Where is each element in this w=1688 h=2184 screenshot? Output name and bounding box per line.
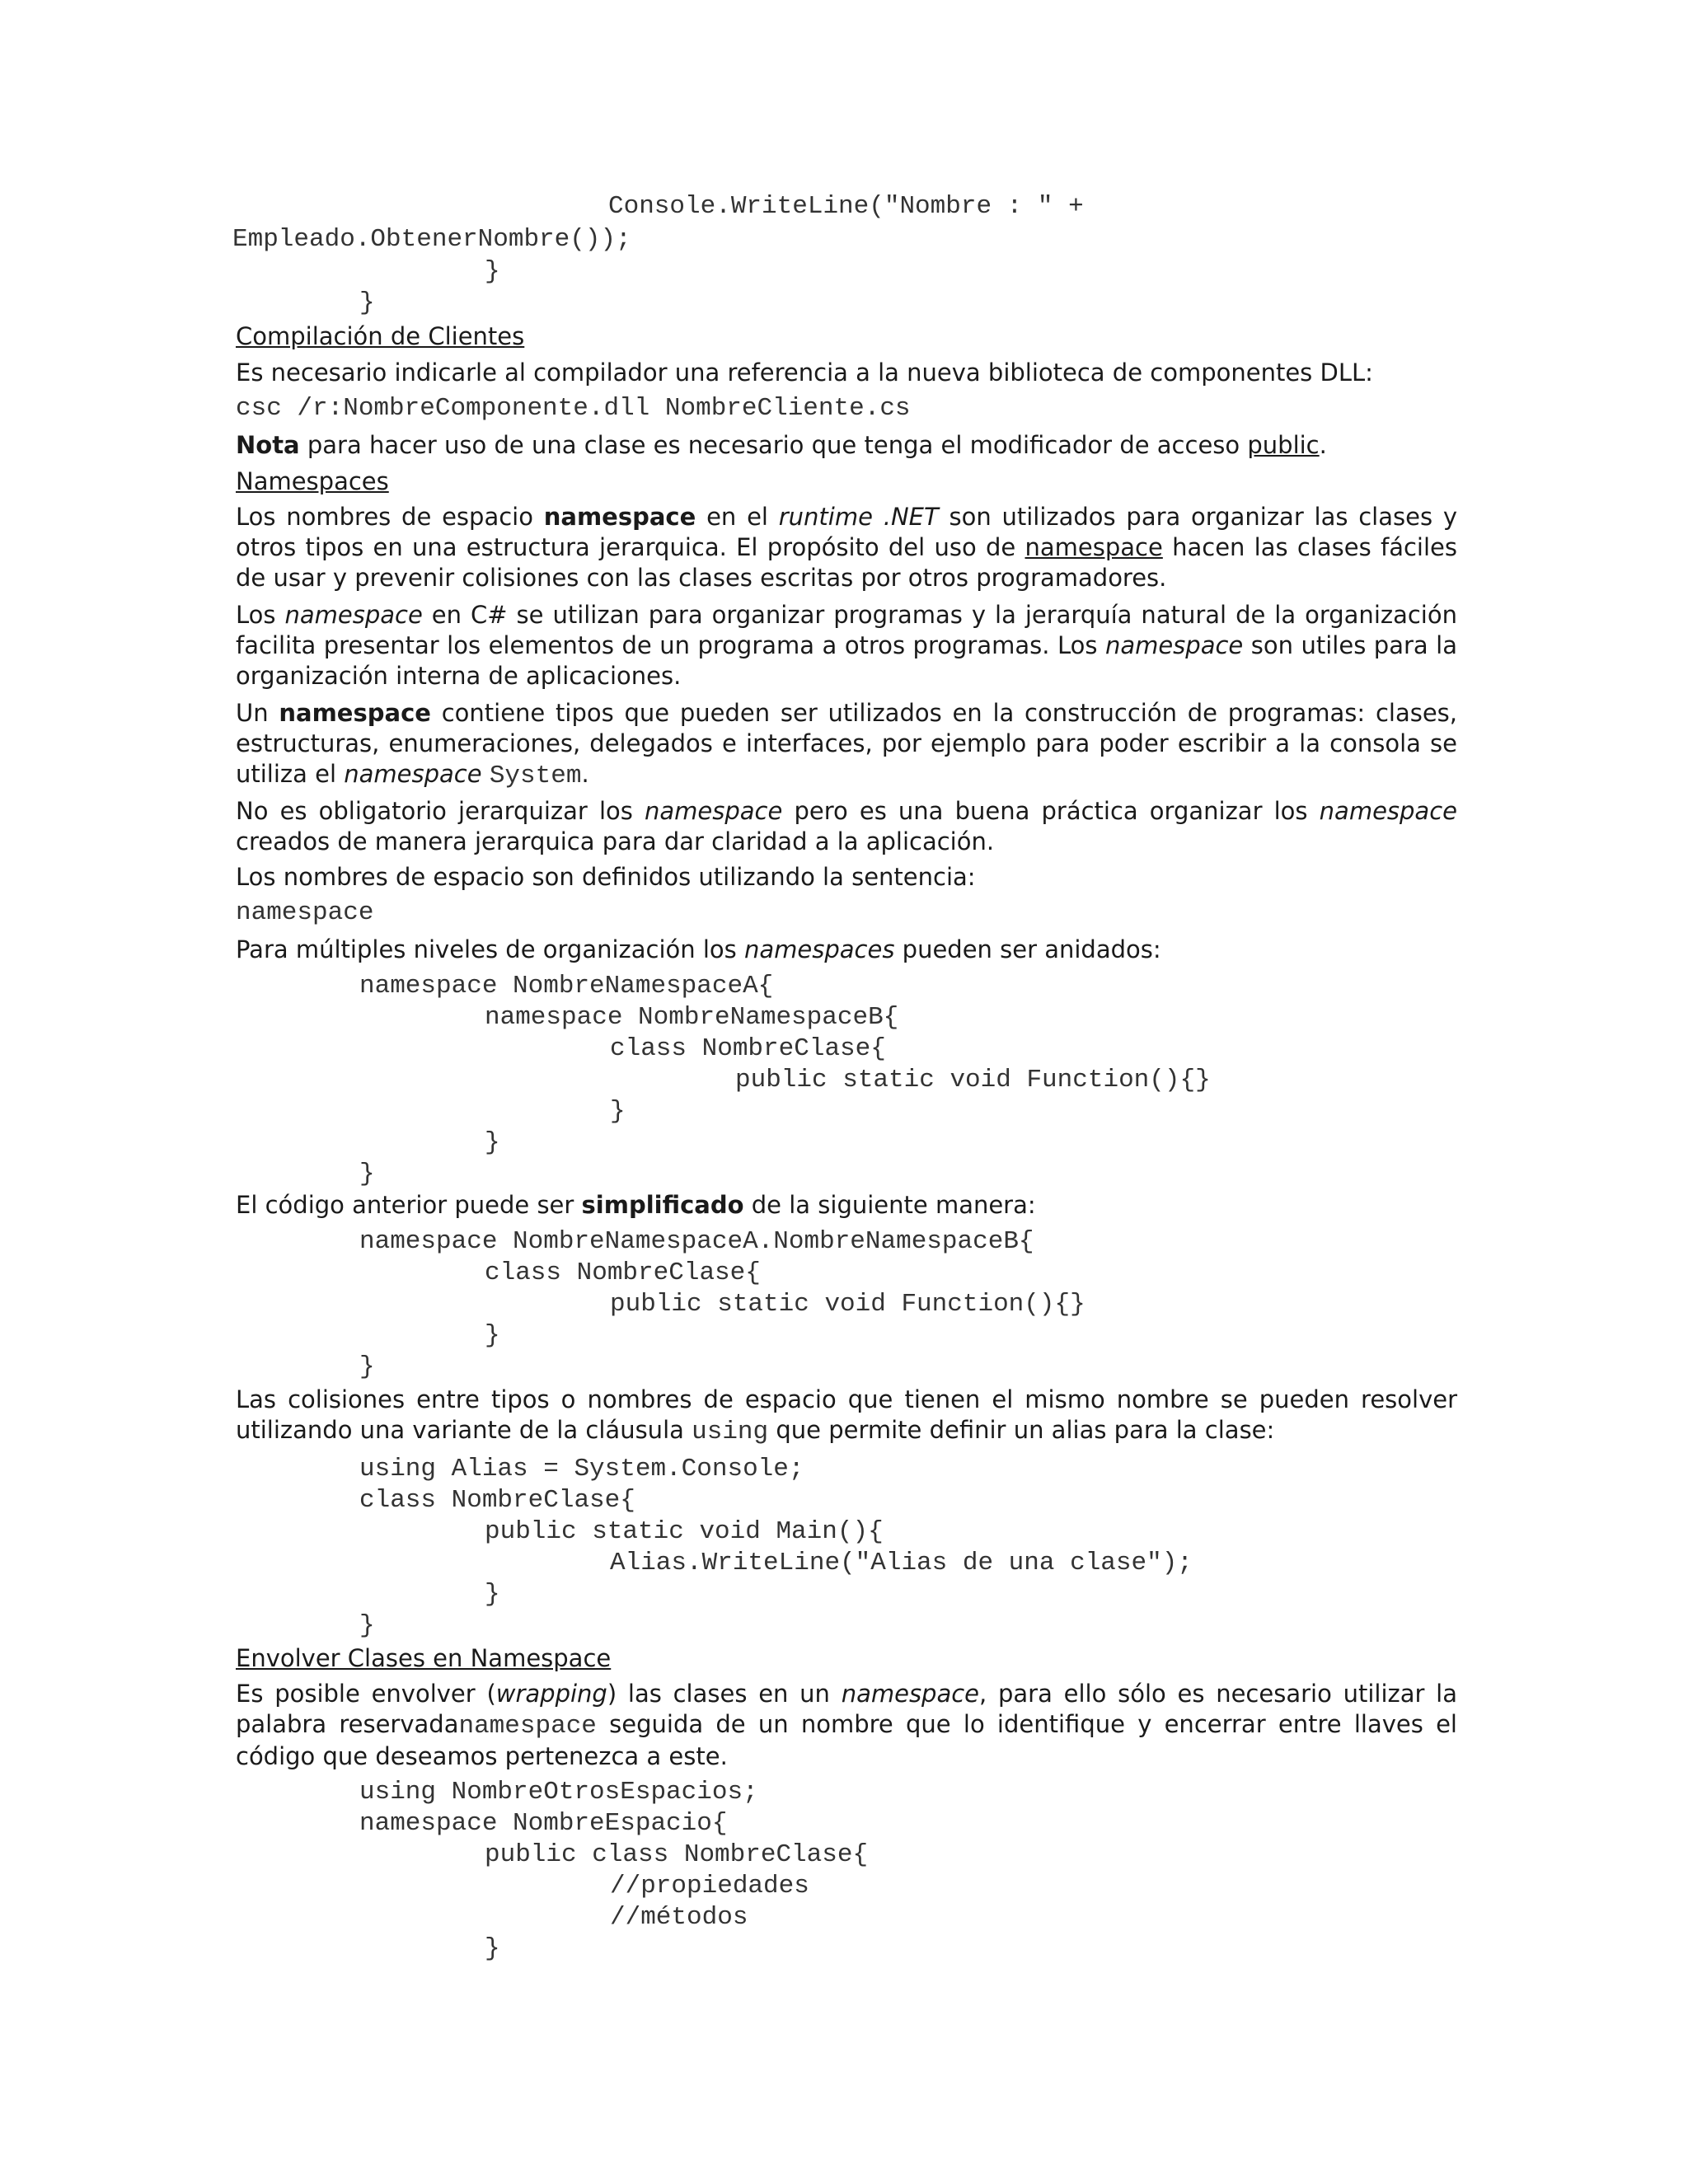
code-line: } [485, 1580, 500, 1609]
keyword-line: namespace [236, 898, 374, 927]
paragraph: Los nombres de espacio son definidos utilizando la sentencia: [236, 863, 976, 891]
code-line: } [359, 1352, 375, 1381]
code-line: namespace NombreNamespaceA{ [359, 972, 774, 1001]
section-heading: Envolver Clases en Namespace [236, 1644, 612, 1672]
code-line: //métodos [610, 1903, 748, 1932]
code-line: Console.WriteLine("Nombre : " + [608, 192, 1084, 221]
paragraph: Un namespace contiene tipos que pueden ser utilizados en la construcción de programas: clases, estructuras, enumeraciones, delegados e interfaces, por ejemplo para poder escribir a la consola se utiliza el namespace System. [236, 699, 1457, 790]
code-line: Empleado.ObtenerNombre()); [232, 225, 631, 254]
note-label: Nota [236, 431, 300, 459]
code-line: } [359, 1160, 375, 1188]
paragraph: Las colisiones entre tipos o nombres de espacio que tienen el mismo nombre se pueden resolver utilizando una variante de la cláusula using que permite definir un alias para la clase: [236, 1385, 1457, 1446]
code-line: namespace NombreNamespaceB{ [485, 1003, 899, 1032]
code-line: namespace NombreNamespaceA.NombreNamespaceB{ [359, 1227, 1034, 1256]
paragraph: No es obligatorio jerarquizar los namespace pero es una buena práctica organizar los namespace creados de manera jerarquica para dar claridad a la aplicación. [236, 797, 1457, 855]
code-line: using NombreOtrosEspacios; [359, 1778, 758, 1807]
code-line: class NombreClase{ [359, 1486, 635, 1515]
code-line: using Alias = System.Console; [359, 1455, 804, 1483]
code-line: public static void Main(){ [485, 1517, 884, 1546]
code-line: } [485, 1934, 500, 1963]
paragraph: Los namespace en C# se utilizan para organizar programas y la jerarquía natural de la organización facilita presentar los elementos de un programa a otros programas. Los namespace son utiles para la organización interna de aplicaciones. [236, 601, 1457, 690]
code-line: } [359, 1611, 375, 1640]
code-line: public static void Function(){} [735, 1066, 1211, 1094]
code-line: class NombreClase{ [610, 1034, 886, 1063]
paragraph: Para múltiples niveles de organización los namespaces pueden ser anidados: [236, 935, 1161, 963]
code-line: } [610, 1097, 626, 1126]
public-keyword: public [1247, 431, 1320, 459]
code-line: public class NombreClase{ [485, 1840, 869, 1869]
code-line: //propiedades [610, 1872, 809, 1900]
paragraph: Es posible envolver (wrapping) las clases en un namespace, para ello sólo es necesario utilizar la palabra reservadanamespace seguida de un nombre que lo identifique y encerrar entre llaves el código que deseamos pertenezca a este. [236, 1680, 1458, 1770]
code-line: } [485, 1321, 500, 1350]
paragraph: Los nombres de espacio namespace en el runtime .NET son utilizados para organizar las clases y otros tipos en una estructura jerarquica. El propósito del uso de namespace hacen las clases fáciles de usar y prevenir colisiones con las clases escritas por otros programadores. [236, 503, 1458, 592]
paragraph: Es necesario indicarle al compilador una referencia a la nueva biblioteca de componentes DLL: [236, 359, 1373, 387]
code-line: } [359, 288, 375, 317]
section-heading: Namespaces [236, 467, 389, 495]
note-paragraph: Nota para hacer uso de una clase es necesario que tenga el modificador de acceso public. [236, 431, 1327, 459]
paragraph: El código anterior puede ser simplificado de la siguiente manera: [236, 1191, 1036, 1219]
code-line: Alias.WriteLine("Alias de una clase"); [610, 1549, 1193, 1577]
code-line: } [485, 257, 500, 286]
code-line: namespace NombreEspacio{ [359, 1809, 728, 1838]
command-line: csc /r:NombreComponente.dll NombreCliente.cs [236, 394, 911, 423]
section-heading: Compilación de Clientes [236, 322, 525, 350]
code-line: } [485, 1128, 500, 1157]
code-line: class NombreClase{ [485, 1258, 761, 1287]
code-line: public static void Function(){} [610, 1290, 1085, 1319]
